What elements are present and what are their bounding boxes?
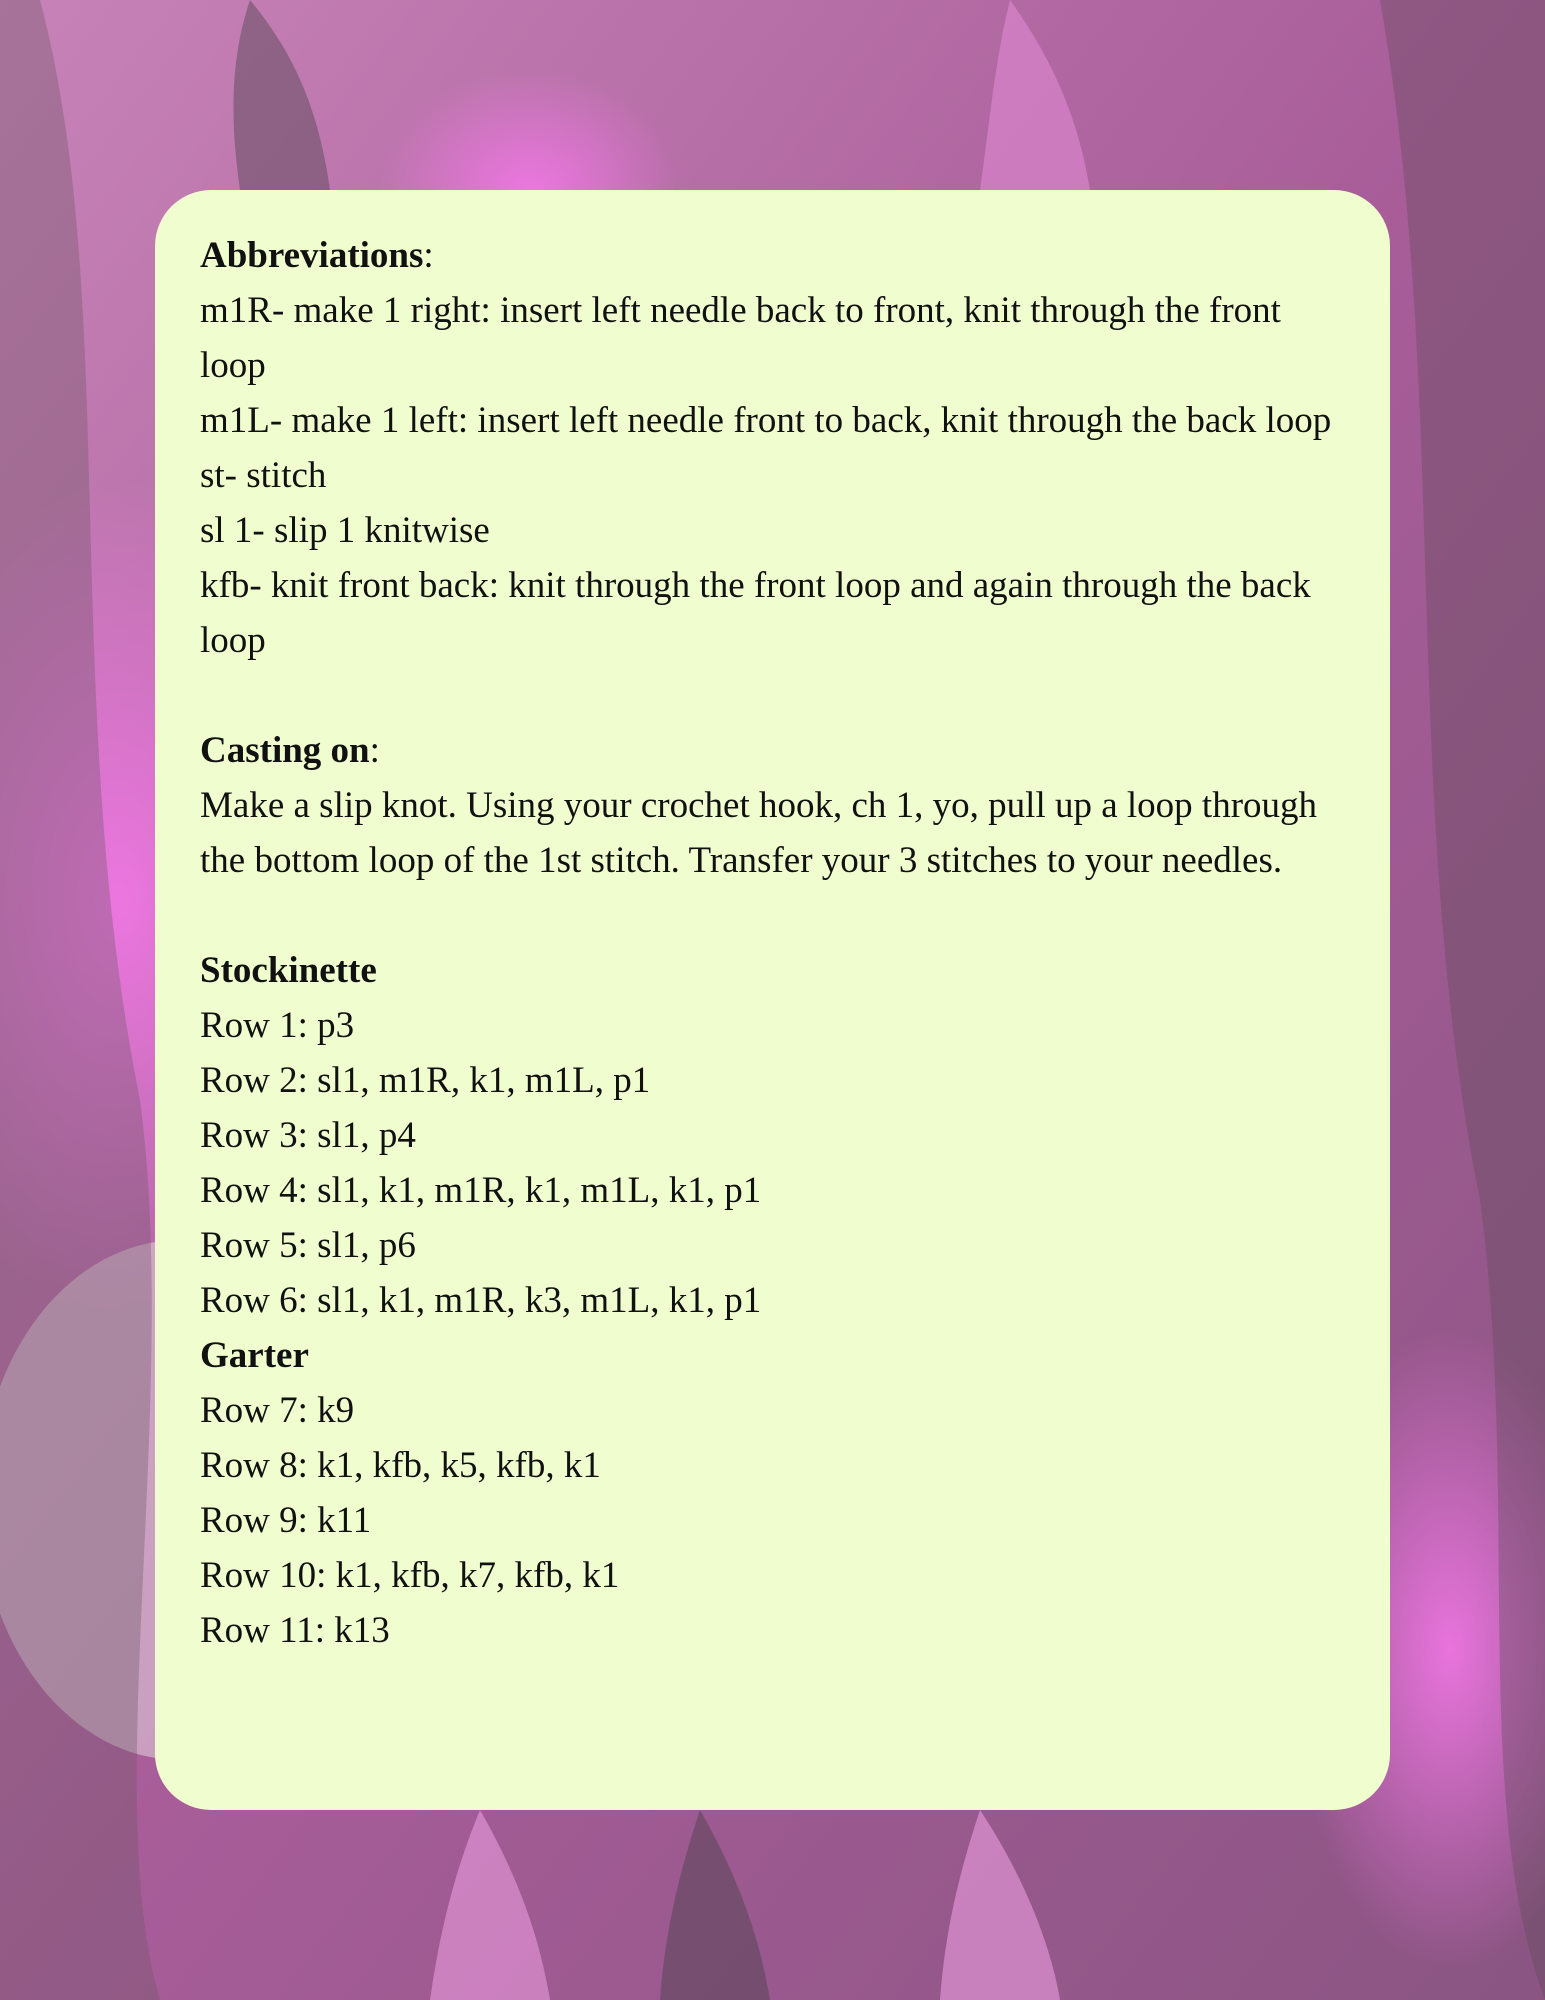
section-spacer: [200, 668, 1345, 723]
stockinette-row: Row 3: sl1, p4: [200, 1115, 416, 1156]
stockinette-heading: Stockinette: [200, 950, 377, 991]
abbreviation-item-m1r: m1R- make 1 right: insert left needle back to front, knit through the front loop: [200, 290, 1281, 386]
stockinette-row: Row 5: sl1, p6: [200, 1225, 416, 1266]
casting-on-heading-line: [200, 723, 1345, 778]
abbreviation-item-sl1: sl 1- slip 1 knitwise: [200, 510, 490, 551]
section-spacer: [200, 888, 1345, 943]
pattern-card: [155, 190, 1390, 1810]
abbreviations-heading-line: [200, 228, 1345, 283]
abbreviations-heading-colon: :: [423, 235, 434, 276]
garter-row: Row 7: k9: [200, 1390, 355, 1431]
stockinette-row: Row 2: sl1, m1R, k1, m1L, p1: [200, 1060, 651, 1101]
casting-on-heading: Casting on: [200, 730, 370, 771]
garter-row: Row 10: k1, kfb, k7, kfb, k1: [200, 1555, 620, 1596]
casting-on-text: Make a slip knot. Using your crochet hook, ch 1, yo, pull up a loop through the bottom loop of the 1st stitch. Transfer your 3 stitches to your needles.: [200, 785, 1318, 881]
garter-row: Row 11: k13: [200, 1610, 390, 1651]
abbreviations-heading: Abbreviations: [200, 235, 424, 276]
garter-heading: Garter: [200, 1335, 309, 1376]
abbreviation-item-st: st- stitch: [200, 455, 327, 496]
stockinette-row: Row 4: sl1, k1, m1R, k1, m1L, k1, p1: [200, 1170, 762, 1211]
stockinette-row: Row 1: p3: [200, 1005, 355, 1046]
stockinette-row: Row 6: sl1, k1, m1R, k3, m1L, k1, p1: [200, 1280, 762, 1321]
abbreviation-item-kfb: kfb- knit front back: knit through the front loop and again through the back loop: [200, 565, 1311, 661]
abbreviation-item-m1l: m1L- make 1 left: insert left needle front to back, knit through the back loop: [200, 400, 1332, 441]
garter-row: Row 8: k1, kfb, k5, kfb, k1: [200, 1445, 601, 1486]
casting-on-heading-colon: :: [369, 730, 380, 771]
garter-row: Row 9: k11: [200, 1500, 372, 1541]
